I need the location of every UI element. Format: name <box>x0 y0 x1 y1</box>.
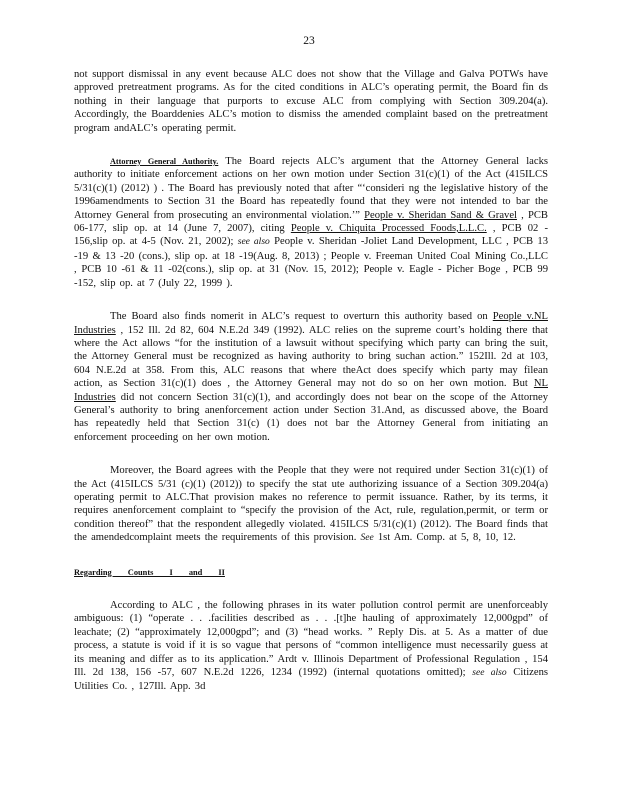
paragraph-text: Citizens Utilities Co. , 127Ill. App. 3d <box>74 667 548 693</box>
paragraph-text: , 152 Ill. 2d 82, 604 N.E.2d 349 (1992). ALC relies on the supreme court’s holding there that where the Act allows “for the institution of a lawsuit without specifying which party can bring the suit, the Attorney General must be recognized as having authority to bring suchan action.” 152Ill. 2d at 103, 604 N.E.2d at 358. From this, ALC reasons that where theAct does specify which party may filean action, as Section 31(c)(1) does , the Attorney General may not do so on her own motion. But <box>74 324 548 390</box>
paragraph-heading: Attorney General Authority. <box>110 157 219 167</box>
signal-see-also: see also <box>237 237 270 248</box>
signal-see: See <box>360 533 374 544</box>
paragraph-text: According to ALC , the following phrases in its water pollution control permit are unenforceably ambiguous: (1) “operate . . .facilities described as . . .[t]he hauling of approximately 12,000gpd” of leachate; (2) “approximately 12,000gpd”; and (3) “head works. ” Reply Dis. at 5. As a matter of due process, a statute is void if it is so vague that persons of “common intelligence must necessarily guess at its meaning and differ as to its application.” Ardt v. Illinois Department of Professional Regulation , 154 Ill. 2d 138, 156 -57, 607 N.E.2d 1226, 1234 (1992) (internal quotations omitted); <box>74 600 548 679</box>
paragraph-text: , PCB 06-177, slip op. at 14 (June 7, 2007), citing <box>74 209 548 235</box>
paragraph-counts-i-ii <box>74 599 548 694</box>
case-citation: NL Industries <box>74 378 548 403</box>
paragraph-text: The Board rejects ALC’s argument that the Attorney General lacks authority to initiate enforcement actions on her own motion under Section 31(c)(1) of the Act (415ILCS 5/31(c)(1) (2012) ) . The Board has previously noted that after “‘consideri ng the legislative history of the 1996amendments to Section 31 the Board has repeatedly found that they were not intended to bar the Attorney General from prosecuting an environmental violation.’” <box>74 156 548 221</box>
paragraph-nl-industries <box>74 310 548 444</box>
paragraph-text: not support dismissal in any event because ALC does not show that the Village and Galva POTWs have approved pretreatment programs. As for the cited conditions in ALC’s operating permit, the Board fin ds nothing in their language that purports to excuse ALC from complying with Section 309.204(a). Accordingly, the Boarddenies ALC’s motion to dismiss the amended complaint based on the pretreatment program andALC’s operating permit. <box>74 69 548 134</box>
paragraph-text: did not concern Section 31(c)(1), and accordingly does not bear on the scope of the Attorney General’s authority to bring anenforcement action under Section 31.And, as discussed above, the Board has repeatedly held that Section 31(c) (1) does not bar the Attorney General from initiating an enforcement proceeding on her own motion. <box>74 391 548 443</box>
paragraph-text: Moreover, the Board agrees with the People that they were not required under Section 31(c)(1) of the Act (415ILCS 5/31 (c)(1) (2012)) to specify the stat ute authorizing issuance of a Section 309.204(a) operating permit to ALC.That provision makes no reference to permit issuance. Rather, by its terms, it requires anenforcement complaint to “specify the provision of the Act, rule, regulation,permit, or term or condition thereof” that the respondent allegedly violated. 415ILCS 5/31(c)(1) (2012). The Board finds that the amendedcomplaint meets the requirements of this provision. <box>74 465 548 544</box>
case-citation: People v.NL Industries <box>74 311 548 336</box>
paragraph-text: , PCB 02 - 156,slip op. at 4-5 (Nov. 21, 2002); <box>74 223 548 248</box>
paragraph-section-31 <box>74 464 548 545</box>
document-body <box>74 68 548 714</box>
paragraph-attorney-general-authority <box>74 155 548 290</box>
paragraph-pretreatment <box>74 68 548 135</box>
case-citation: People v. Sheridan Sand & Gravel <box>364 209 517 221</box>
section-heading: Regarding Counts I and II <box>74 567 225 577</box>
signal-see-also: see also <box>472 668 507 679</box>
case-citation: People v. Chiquita Processed Foods,L.L.C. <box>290 223 487 235</box>
paragraph-text: People v. Sheridan -Joliet Land Development, LLC , PCB 13 -19 & 13 -20 (cons.), slip op. at 18 -19(Aug. 8, 2013) ; People v. Freeman United Coal Mining Co.,LLC , PCB 10 -61 & 11 -02(cons.), slip op. at 31 (Nov. 15, 2012); People v. Eagle - Picher Boge , PCB 99 -152, slip op. at 7 (July 22, 1999 ). <box>74 236 548 289</box>
page-number: 23 <box>303 35 315 47</box>
paragraph-text: 1st Am. Comp. at 5, 8, 10, 12. <box>373 532 516 544</box>
paragraph-text: The Board also finds nomerit in ALC’s request to overturn this authority based on <box>110 311 493 323</box>
